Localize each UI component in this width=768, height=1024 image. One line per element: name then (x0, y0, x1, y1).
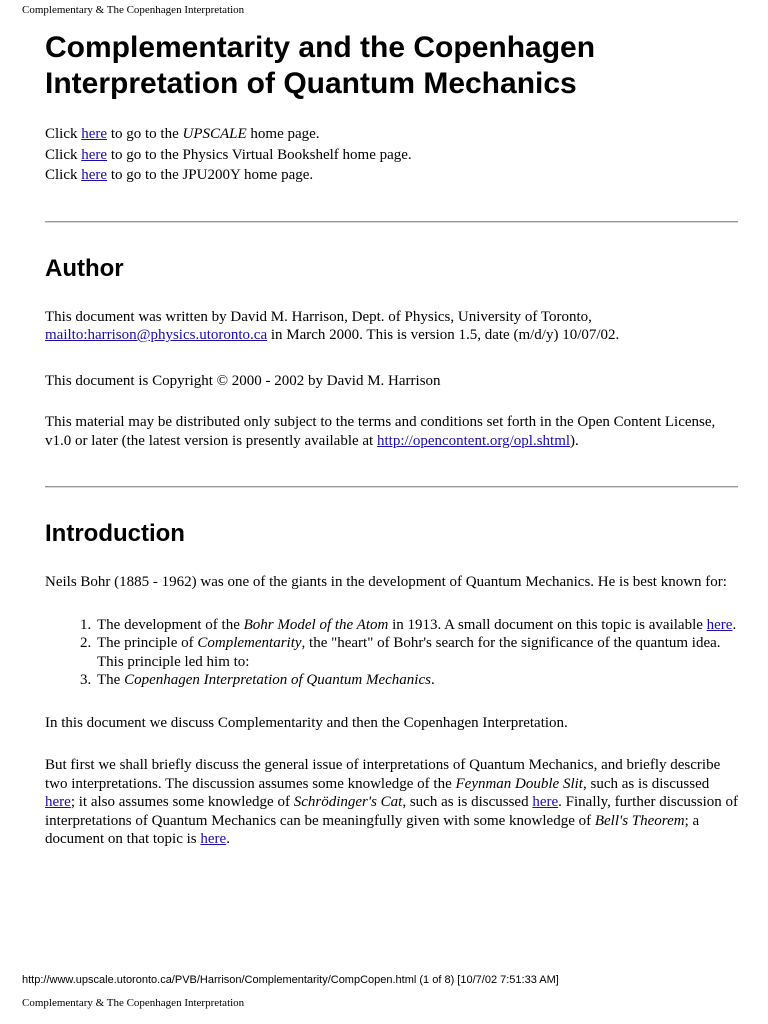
bookshelf-home-link[interactable]: here (81, 146, 108, 163)
nav-line-bookshelf: Click here to go to the Physics Virtual Bookshelf home page. (45, 146, 412, 163)
list-item: 3. The Copenhagen Interpretation of Quantum Mechanics. (95, 671, 738, 690)
introduction-heading: Introduction (45, 520, 185, 547)
nav-line-jpu200y: Click here to go to the JPU200Y home page. (45, 167, 314, 183)
schrodingers-cat-link[interactable]: here (532, 794, 559, 810)
discussion-paragraph: In this document we discuss Complementarity and then the Copenhagen Interpretation. (45, 714, 568, 731)
nav-line-upscale: Click here to go to the UPSCALE home page. (45, 126, 320, 142)
list-item: 1. The development of the Bohr Model of the Atom in 1913. A small document on this topic is available here. (95, 616, 738, 635)
title-line-1: Complementarity and the Copenhagen (45, 31, 596, 64)
divider (45, 486, 738, 488)
author-paragraph: This document was written by David M. Harrison, Dept. of Physics, University of Toronto, mailto:harrison@physics.utoronto.ca in March 2000. This is version 1.5, date (m/d/y) 10/07/02. (45, 308, 620, 343)
title-line-2: Interpretation of Quantum Mechanics (45, 67, 577, 100)
print-footer-url: http://www.upscale.utoronto.ca/PVB/Harrison/Complementarity/CompCopen.html (1 of 8) [10/7/02 7:51:33 AM] (22, 974, 559, 986)
print-footer-title: Complementary & The Copenhagen Interpretation (22, 997, 245, 1009)
license-paragraph: This material may be distributed only subject to the terms and conditions set forth in the Open Content License, v1.0 or later (the latest version is presently available at http://opencontent.org/opl.shtml). (45, 414, 716, 449)
nav-links (45, 124, 738, 186)
bohr-model-link[interactable]: here (706, 616, 733, 633)
bells-theorem-link[interactable]: here (200, 831, 227, 847)
copyright-paragraph: This document is Copyright © 2000 - 2002 by David M. Harrison (45, 372, 441, 389)
author-heading: Author (45, 254, 124, 282)
author-email-link[interactable]: mailto:harrison@physics.utoronto.ca (45, 327, 268, 343)
page-title (45, 30, 738, 102)
divider (45, 221, 738, 223)
interpretations-paragraph: But first we shall briefly discuss the general issue of interpretations of Quantum Mechanics, and briefly describe two interpretations. The discussion assumes some knowledge of the Feynman Double Slit, such as is discussed here; it also assumes some knowledge of Schrödinger's Cat, such as is discussed here. Finally, further discussion of interpretations of Quantum Mechanics can be meaningfully given with some knowledge of Bell's Theorem; a document on that topic is here. (45, 757, 738, 847)
print-header: Complementary & The Copenhagen Interpretation (22, 4, 245, 16)
bohr-contributions-list (45, 616, 738, 690)
opencontent-license-link[interactable]: http://opencontent.org/opl.shtml (376, 432, 571, 449)
upscale-home-link[interactable]: here (81, 126, 108, 142)
double-slit-link[interactable]: here (45, 794, 71, 810)
jpu200y-home-link[interactable]: here (81, 167, 108, 183)
intro-paragraph: Neils Bohr (1885 - 1962) was one of the giants in the development of Quantum Mechanics. He is best known for: (45, 574, 727, 590)
document-body (45, 30, 738, 849)
list-item: 2. The principle of Complementarity, the "heart" of Bohr's search for the significance of the quantum idea. This principle led him to: (95, 634, 738, 671)
